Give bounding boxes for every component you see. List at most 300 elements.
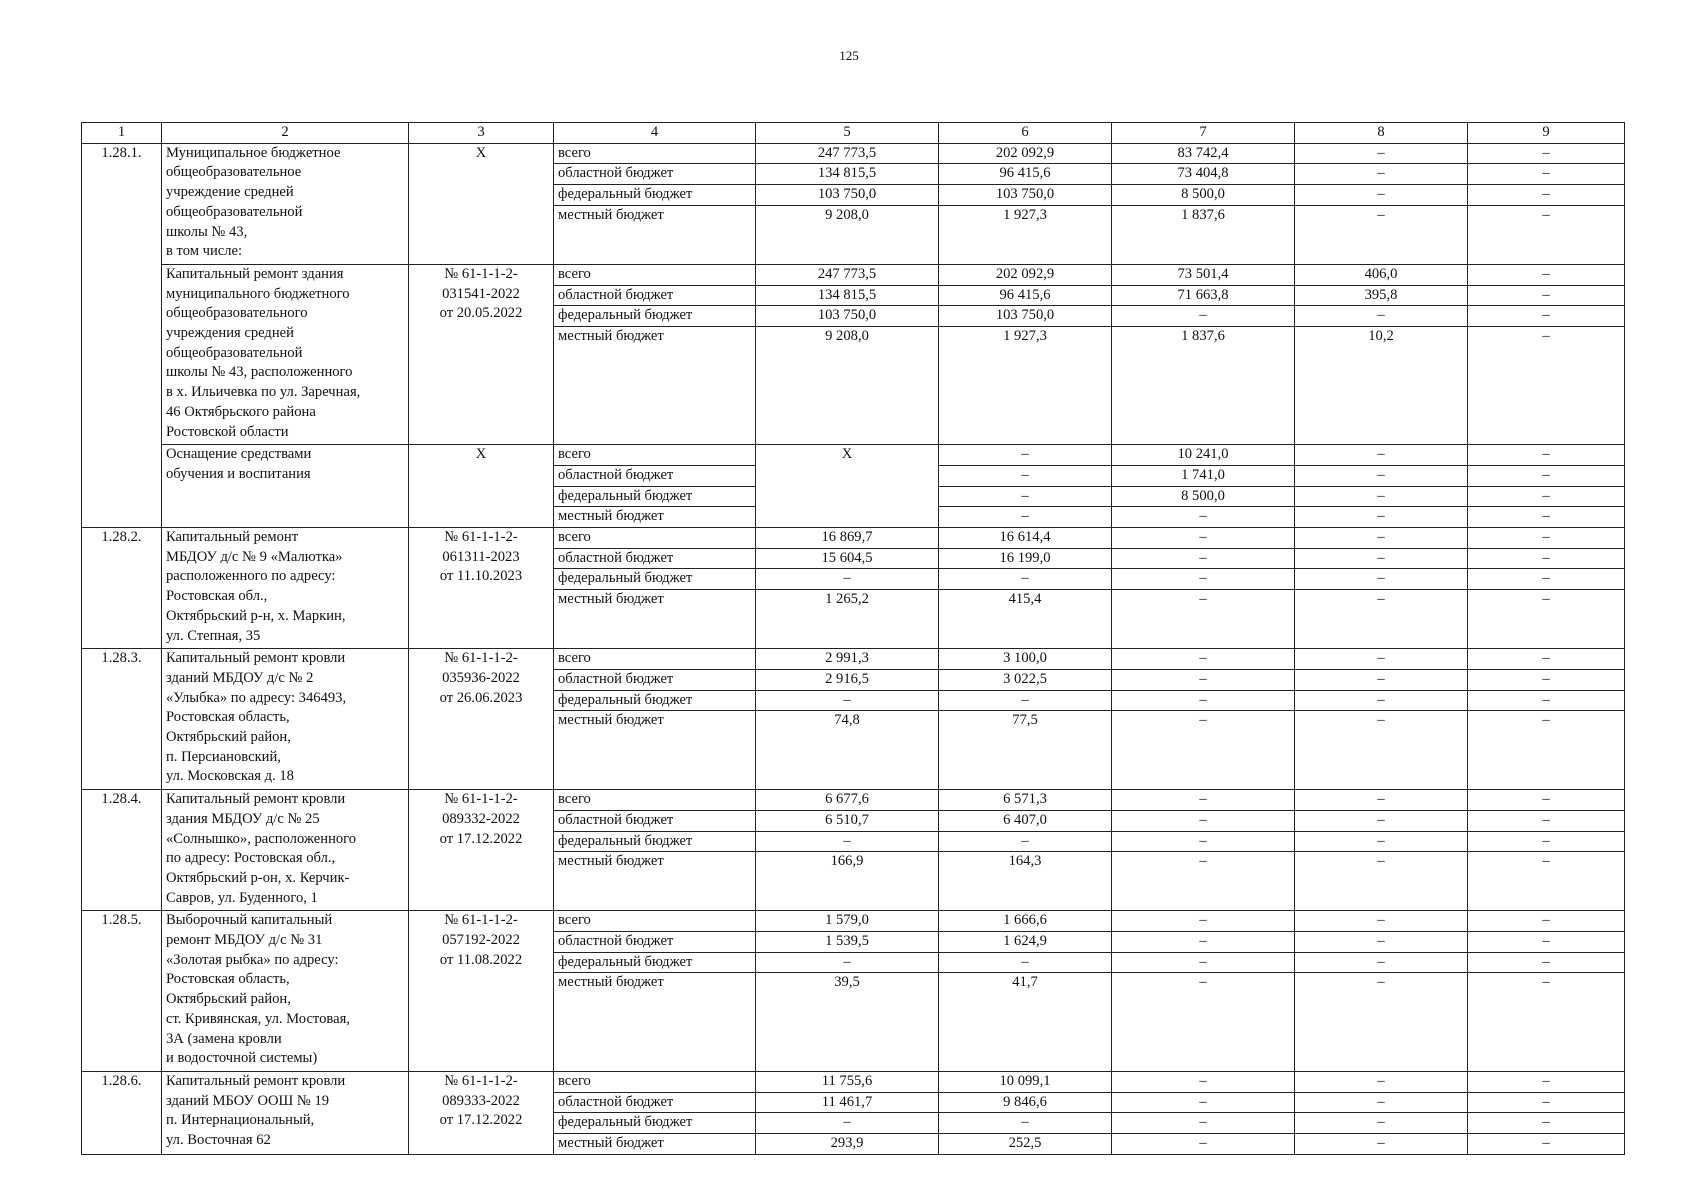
value-col5: 9 208,0: [756, 205, 939, 264]
value-col6: 415,4: [939, 590, 1112, 649]
value-col7: –: [1112, 911, 1295, 932]
value-col9: –: [1468, 528, 1625, 549]
item-name-line: ул. Степная, 35: [166, 627, 261, 644]
value-col9: –: [1468, 1071, 1625, 1092]
funding-source: областной бюджет: [554, 164, 756, 185]
value-col5: –: [756, 831, 939, 852]
value-col7: –: [1112, 306, 1295, 327]
funding-source: местный бюджет: [554, 852, 756, 911]
value-col7: –: [1112, 569, 1295, 590]
value-col5: 2 916,5: [756, 669, 939, 690]
header-row: [82, 123, 1625, 144]
item-code: 1.28.4.: [82, 790, 162, 911]
value-col6: 6 571,3: [939, 790, 1112, 811]
value-col6: –: [939, 465, 1112, 486]
value-col7: 1 837,6: [1112, 327, 1295, 445]
value-col9: –: [1468, 1113, 1625, 1134]
column-number: 5: [756, 123, 939, 144]
item-name: [162, 528, 409, 649]
funding-source: областной бюджет: [554, 285, 756, 306]
funding-source: областной бюджет: [554, 932, 756, 953]
value-col6: 16 614,4: [939, 528, 1112, 549]
value-col8: –: [1295, 164, 1468, 185]
funding-source: федеральный бюджет: [554, 486, 756, 507]
value-col7: –: [1112, 831, 1295, 852]
funding-source: местный бюджет: [554, 507, 756, 528]
item-reference-line: от 26.06.2023: [439, 689, 523, 706]
value-col6: –: [939, 486, 1112, 507]
value-col5: 74,8: [756, 711, 939, 790]
item-reference: [409, 445, 554, 528]
funding-source: федеральный бюджет: [554, 831, 756, 852]
value-col7: 71 663,8: [1112, 285, 1295, 306]
value-col9: –: [1468, 465, 1625, 486]
value-col9: –: [1468, 285, 1625, 306]
item-name-line: Ростовская область,: [166, 709, 290, 726]
value-col5: X: [756, 445, 939, 528]
item-name-line: по адресу: Ростовская обл.,: [166, 850, 336, 867]
value-col9: –: [1468, 952, 1625, 973]
value-col8: 10,2: [1295, 327, 1468, 445]
value-col6: –: [939, 445, 1112, 466]
funding-source: местный бюджет: [554, 711, 756, 790]
item-name-line: в том числе:: [166, 243, 243, 260]
value-col5: 293,9: [756, 1134, 939, 1155]
funding-source: местный бюджет: [554, 1134, 756, 1155]
value-col5: 134 815,5: [756, 164, 939, 185]
value-col7: 83 742,4: [1112, 143, 1295, 164]
item-name-line: «Золотая рыбка» по адресу:: [166, 951, 339, 968]
item-name-line: Капитальный ремонт: [166, 529, 299, 546]
item-reference-line: № 61-1-1-2-: [444, 650, 518, 667]
budget-row: [82, 528, 1625, 549]
item-reference-line: 089332-2022: [442, 810, 520, 827]
value-col8: –: [1295, 1134, 1468, 1155]
item-reference-line: от 17.12.2022: [439, 830, 523, 847]
budget-row: [82, 911, 1625, 932]
value-col7: –: [1112, 1134, 1295, 1155]
item-reference-line: 057192-2022: [442, 932, 520, 949]
funding-source: областной бюджет: [554, 1092, 756, 1113]
value-col7: 10 241,0: [1112, 445, 1295, 466]
column-number: 6: [939, 123, 1112, 144]
item-code: 1.28.1.: [82, 143, 162, 527]
funding-source: местный бюджет: [554, 205, 756, 264]
item-name-line: 46 Октябрьского района: [166, 403, 316, 420]
value-col6: 3 022,5: [939, 669, 1112, 690]
item-name-line: «Солнышко», расположенного: [166, 830, 357, 847]
funding-source: местный бюджет: [554, 590, 756, 649]
value-col7: –: [1112, 711, 1295, 790]
value-col9: –: [1468, 486, 1625, 507]
value-col9: –: [1468, 852, 1625, 911]
item-name-line: здания МБДОУ д/с № 25: [166, 810, 320, 827]
item-name-line: Выборочный капитальный: [166, 912, 333, 929]
value-col5: 11 461,7: [756, 1092, 939, 1113]
item-reference-line: 089333-2022: [442, 1092, 520, 1109]
value-col8: –: [1295, 810, 1468, 831]
item-reference: [409, 528, 554, 649]
value-col6: 164,3: [939, 852, 1112, 911]
item-name-line: п. Интернациональный,: [166, 1112, 315, 1129]
value-col9: –: [1468, 548, 1625, 569]
value-col7: –: [1112, 590, 1295, 649]
item-name-line: 3А (замена кровли: [166, 1030, 282, 1047]
item-reference: [409, 790, 554, 911]
value-col8: –: [1295, 507, 1468, 528]
value-col8: –: [1295, 711, 1468, 790]
value-col8: –: [1295, 306, 1468, 327]
funding-source: федеральный бюджет: [554, 306, 756, 327]
value-col9: –: [1468, 669, 1625, 690]
funding-source: всего: [554, 790, 756, 811]
value-col9: –: [1468, 790, 1625, 811]
item-reference-line: № 61-1-1-2-: [444, 912, 518, 929]
budget-row: [82, 264, 1625, 285]
value-col8: –: [1295, 486, 1468, 507]
value-col6: 103 750,0: [939, 185, 1112, 206]
funding-source: всего: [554, 911, 756, 932]
value-col8: –: [1295, 932, 1468, 953]
item-reference: [409, 911, 554, 1072]
item-reference: [409, 264, 554, 444]
value-col9: –: [1468, 569, 1625, 590]
value-col6: 41,7: [939, 973, 1112, 1072]
value-col8: –: [1295, 445, 1468, 466]
value-col8: –: [1295, 790, 1468, 811]
item-reference-line: 031541-2022: [442, 285, 520, 302]
item-name-line: муниципального бюджетного: [166, 285, 350, 302]
item-code: 1.28.2.: [82, 528, 162, 649]
value-col6: 77,5: [939, 711, 1112, 790]
item-name-line: Муниципальное бюджетное: [166, 144, 341, 161]
item-name-line: Октябрьский район,: [166, 729, 291, 746]
item-name-line: школы № 43, расположенного: [166, 364, 353, 381]
value-col7: 8 500,0: [1112, 185, 1295, 206]
value-col9: –: [1468, 649, 1625, 670]
item-code: 1.28.3.: [82, 649, 162, 790]
budget-row: [82, 143, 1625, 164]
value-col5: 1 539,5: [756, 932, 939, 953]
value-col8: –: [1295, 649, 1468, 670]
funding-source: всего: [554, 264, 756, 285]
value-col8: –: [1295, 185, 1468, 206]
value-col6: 1 927,3: [939, 327, 1112, 445]
value-col9: –: [1468, 973, 1625, 1072]
value-col5: 1 579,0: [756, 911, 939, 932]
item-reference: [409, 1071, 554, 1154]
item-name-line: зданий МБОУ ООШ № 19: [166, 1092, 330, 1109]
item-name-line: зданий МБДОУ д/с № 2: [166, 669, 314, 686]
value-col7: –: [1112, 810, 1295, 831]
funding-source: областной бюджет: [554, 465, 756, 486]
budget-row: [82, 445, 1625, 466]
value-col5: 2 991,3: [756, 649, 939, 670]
funding-source: федеральный бюджет: [554, 569, 756, 590]
value-col9: –: [1468, 306, 1625, 327]
value-col6: 3 100,0: [939, 649, 1112, 670]
value-col8: –: [1295, 143, 1468, 164]
value-col8: –: [1295, 465, 1468, 486]
item-code: 1.28.5.: [82, 911, 162, 1072]
budget-row: [82, 1071, 1625, 1092]
item-reference: [409, 143, 554, 264]
value-col7: –: [1112, 690, 1295, 711]
funding-source: федеральный бюджет: [554, 690, 756, 711]
value-col5: 6 510,7: [756, 810, 939, 831]
item-name: [162, 143, 409, 264]
value-col7: –: [1112, 507, 1295, 528]
value-col5: 11 755,6: [756, 1071, 939, 1092]
column-number: 8: [1295, 123, 1468, 144]
budget-row: [82, 649, 1625, 670]
value-col8: –: [1295, 852, 1468, 911]
value-col5: 39,5: [756, 973, 939, 1072]
value-col6: 10 099,1: [939, 1071, 1112, 1092]
value-col8: –: [1295, 205, 1468, 264]
item-reference-line: 035936-2022: [442, 669, 520, 686]
value-col6: –: [939, 507, 1112, 528]
column-number: 1: [82, 123, 162, 144]
value-col7: –: [1112, 952, 1295, 973]
funding-source: всего: [554, 143, 756, 164]
item-name-line: общеобразовательного: [166, 305, 308, 322]
value-col9: –: [1468, 690, 1625, 711]
value-col5: 247 773,5: [756, 264, 939, 285]
funding-source: всего: [554, 1071, 756, 1092]
item-name-line: учреждение средней: [166, 184, 294, 201]
value-col7: –: [1112, 932, 1295, 953]
item-name-line: общеобразовательное: [166, 164, 302, 181]
value-col9: –: [1468, 164, 1625, 185]
budget-table: [81, 122, 1625, 1155]
value-col6: 1 666,6: [939, 911, 1112, 932]
item-name-line: общеобразовательной: [166, 344, 303, 361]
column-number: 4: [554, 123, 756, 144]
value-col8: –: [1295, 973, 1468, 1072]
funding-source: федеральный бюджет: [554, 185, 756, 206]
value-col9: –: [1468, 590, 1625, 649]
value-col9: –: [1468, 327, 1625, 445]
item-reference-line: № 61-1-1-2-: [444, 265, 518, 282]
value-col5: 247 773,5: [756, 143, 939, 164]
item-reference-line: от 11.08.2022: [439, 951, 523, 968]
item-name-line: школы № 43,: [166, 223, 248, 240]
funding-source: федеральный бюджет: [554, 952, 756, 973]
column-number: 9: [1468, 123, 1625, 144]
item-name-line: ул. Восточная 62: [166, 1132, 271, 1149]
value-col9: –: [1468, 185, 1625, 206]
item-name-line: в х. Ильичевка по ул. Заречная,: [166, 384, 361, 401]
value-col8: –: [1295, 590, 1468, 649]
value-col8: –: [1295, 952, 1468, 973]
item-reference: [409, 649, 554, 790]
item-reference-line: от 17.12.2022: [439, 1112, 523, 1129]
value-col6: –: [939, 569, 1112, 590]
page-number: 125: [839, 48, 859, 63]
value-col5: 103 750,0: [756, 185, 939, 206]
value-col9: –: [1468, 932, 1625, 953]
value-col5: 9 208,0: [756, 327, 939, 445]
value-col5: 16 869,7: [756, 528, 939, 549]
item-name: [162, 445, 409, 528]
value-col6: 6 407,0: [939, 810, 1112, 831]
item-reference-line: от 11.10.2023: [439, 568, 523, 585]
budget-table-body: [82, 123, 1625, 1155]
value-col8: –: [1295, 669, 1468, 690]
item-reference-line: от 20.05.2022: [439, 305, 523, 322]
value-col6: 96 415,6: [939, 164, 1112, 185]
item-name-line: Ростовская область,: [166, 971, 290, 988]
item-name: [162, 264, 409, 444]
column-number: 7: [1112, 123, 1295, 144]
item-name-line: Капитальный ремонт здания: [166, 265, 344, 282]
item-name-line: МБДОУ д/с № 9 «Малютка»: [166, 548, 343, 565]
item-name-line: Ростовской области: [166, 423, 289, 440]
value-col8: –: [1295, 1071, 1468, 1092]
value-col8: –: [1295, 831, 1468, 852]
value-col7: –: [1112, 669, 1295, 690]
value-col6: 202 092,9: [939, 264, 1112, 285]
funding-source: федеральный бюджет: [554, 1113, 756, 1134]
value-col6: 96 415,6: [939, 285, 1112, 306]
value-col5: 15 604,5: [756, 548, 939, 569]
value-col7: 73 501,4: [1112, 264, 1295, 285]
value-col7: –: [1112, 973, 1295, 1072]
item-name-line: общеобразовательной: [166, 203, 303, 220]
item-name: [162, 790, 409, 911]
item-name-line: п. Персиановский,: [166, 748, 281, 765]
item-name: [162, 911, 409, 1072]
value-col5: –: [756, 690, 939, 711]
value-col6: –: [939, 831, 1112, 852]
value-col7: –: [1112, 548, 1295, 569]
value-col5: 134 815,5: [756, 285, 939, 306]
item-name-line: учреждения средней: [166, 325, 294, 342]
value-col5: 6 677,6: [756, 790, 939, 811]
value-col9: –: [1468, 205, 1625, 264]
value-col5: –: [756, 569, 939, 590]
item-name-line: Савров, ул. Буденного, 1: [166, 889, 318, 906]
item-reference-line: № 61-1-1-2-: [444, 1072, 518, 1089]
funding-source: местный бюджет: [554, 973, 756, 1072]
item-name-line: Оснащение средствами: [166, 446, 312, 463]
value-col6: 1 927,3: [939, 205, 1112, 264]
item-reference-line: № 61-1-1-2-: [444, 529, 518, 546]
value-col7: –: [1112, 1113, 1295, 1134]
item-name-line: «Улыбка» по адресу: 346493,: [166, 689, 347, 706]
value-col5: –: [756, 952, 939, 973]
value-col7: –: [1112, 1092, 1295, 1113]
item-name-line: Ростовская обл.,: [166, 588, 268, 605]
value-col7: –: [1112, 649, 1295, 670]
value-col8: –: [1295, 569, 1468, 590]
value-col8: –: [1295, 911, 1468, 932]
column-number: 3: [409, 123, 554, 144]
value-col9: –: [1468, 831, 1625, 852]
item-name-line: Октябрьский р-он, х. Керчик-: [166, 869, 350, 886]
value-col9: –: [1468, 1092, 1625, 1113]
value-col6: 9 846,6: [939, 1092, 1112, 1113]
item-code: 1.28.6.: [82, 1071, 162, 1154]
value-col8: –: [1295, 1092, 1468, 1113]
value-col6: –: [939, 952, 1112, 973]
value-col7: –: [1112, 852, 1295, 911]
value-col6: 16 199,0: [939, 548, 1112, 569]
item-name-line: Октябрьский р-н, х. Маркин,: [166, 607, 346, 624]
item-name-line: ст. Кривянская, ул. Мостовая,: [166, 1010, 350, 1027]
item-name-line: Капитальный ремонт кровли: [166, 650, 346, 667]
value-col8: 406,0: [1295, 264, 1468, 285]
value-col6: 202 092,9: [939, 143, 1112, 164]
value-col9: –: [1468, 911, 1625, 932]
item-reference-line: X: [475, 446, 487, 463]
item-name-line: Капитальный ремонт кровли: [166, 791, 346, 808]
value-col6: –: [939, 1113, 1112, 1134]
value-col6: 252,5: [939, 1134, 1112, 1155]
value-col9: –: [1468, 810, 1625, 831]
value-col9: –: [1468, 1134, 1625, 1155]
column-number: 2: [162, 123, 409, 144]
value-col9: –: [1468, 711, 1625, 790]
value-col9: –: [1468, 143, 1625, 164]
funding-source: областной бюджет: [554, 810, 756, 831]
value-col7: 8 500,0: [1112, 486, 1295, 507]
value-col6: 1 624,9: [939, 932, 1112, 953]
funding-source: всего: [554, 445, 756, 466]
value-col9: –: [1468, 445, 1625, 466]
value-col5: 103 750,0: [756, 306, 939, 327]
item-name-line: расположенного по адресу:: [166, 568, 336, 585]
value-col6: –: [939, 690, 1112, 711]
item-name-line: ремонт МБДОУ д/с № 31: [166, 932, 323, 949]
value-col8: –: [1295, 528, 1468, 549]
funding-source: всего: [554, 528, 756, 549]
value-col8: 395,8: [1295, 285, 1468, 306]
item-name: [162, 1071, 409, 1154]
value-col7: 1 741,0: [1112, 465, 1295, 486]
item-name-line: и водосточной системы): [166, 1050, 318, 1067]
value-col8: –: [1295, 548, 1468, 569]
value-col8: –: [1295, 690, 1468, 711]
value-col7: –: [1112, 528, 1295, 549]
value-col7: –: [1112, 1071, 1295, 1092]
value-col7: –: [1112, 790, 1295, 811]
value-col9: –: [1468, 264, 1625, 285]
value-col5: 1 265,2: [756, 590, 939, 649]
item-name-line: обучения и воспитания: [166, 465, 311, 482]
value-col7: 1 837,6: [1112, 205, 1295, 264]
funding-source: местный бюджет: [554, 327, 756, 445]
funding-source: всего: [554, 649, 756, 670]
value-col8: –: [1295, 1113, 1468, 1134]
item-name-line: Октябрьский район,: [166, 991, 291, 1008]
value-col6: 103 750,0: [939, 306, 1112, 327]
value-col5: –: [756, 1113, 939, 1134]
item-reference-line: № 61-1-1-2-: [444, 791, 518, 808]
funding-source: областной бюджет: [554, 669, 756, 690]
item-name: [162, 649, 409, 790]
funding-source: областной бюджет: [554, 548, 756, 569]
value-col5: 166,9: [756, 852, 939, 911]
budget-row: [82, 790, 1625, 811]
value-col9: –: [1468, 507, 1625, 528]
value-col7: 73 404,8: [1112, 164, 1295, 185]
item-name-line: ул. Московская д. 18: [166, 768, 294, 785]
item-reference-line: X: [475, 144, 487, 161]
item-name-line: Капитальный ремонт кровли: [166, 1072, 346, 1089]
item-reference-line: 061311-2023: [442, 548, 520, 565]
